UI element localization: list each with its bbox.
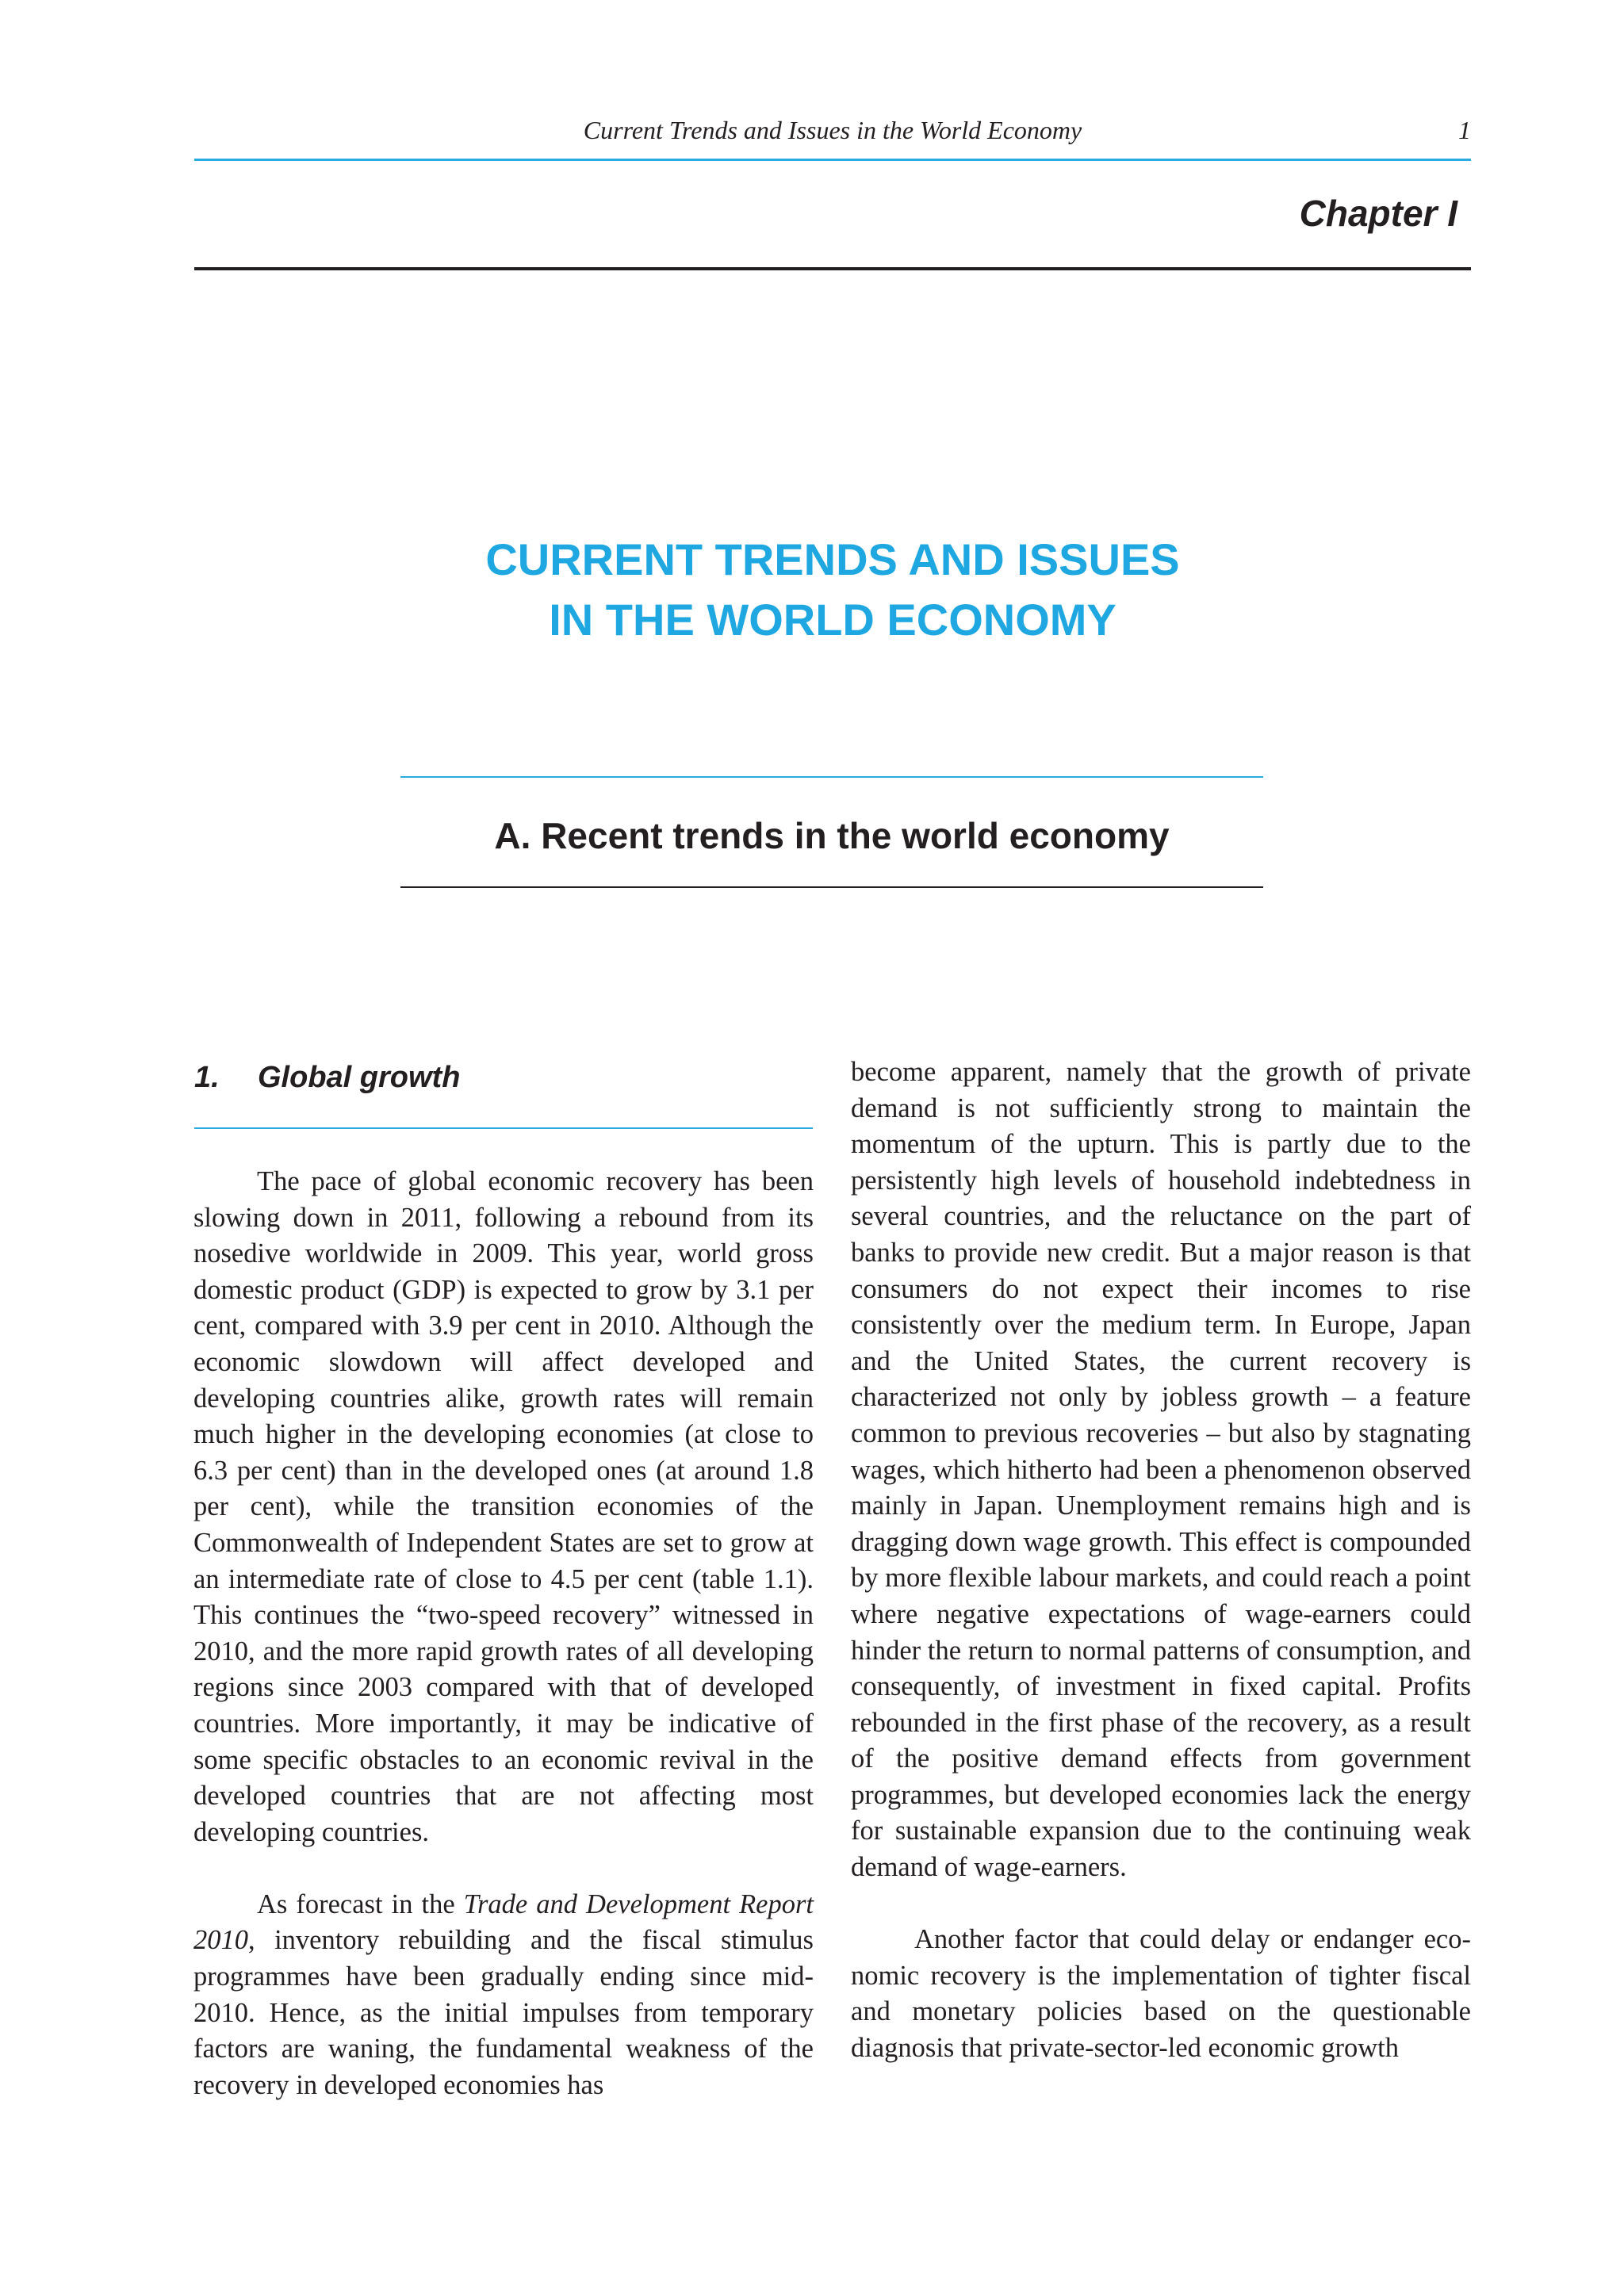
chapter-label: Chapter I — [1299, 193, 1457, 234]
running-head-title: Current Trends and Issues in the World Economy — [583, 116, 1082, 144]
subsection-rule — [194, 1127, 813, 1129]
left-paragraph-1: The pace of global economic recovery has been slowing down in 2011, following a rebound from its nosedive worldwide in 2009. This year, world gross domestic product (GDP) is expected to grow by 3.1 per cent, compared with 3.9 per cent in 2010. Although the economic slowdown will affect developed and developing countries alike, growth rates will remain much higher in the developing economies (at close to 6.3 per cent) than in the developed ones (at around 1.8 per cent), while the transition economies of the Commonwealth of Independent States are set to grow at an intermediate rate of close to 4.5 per cent (table 1.1). This continues the “two-speed recovery” witnessed in 2010, and the more rapid growth rates of all developing regions since 2003 compared with that of developed countries. More importantly, it may be indicative of some specific obstacles to an economic revival in the developed countries that are not affecting most developing countries. — [193, 1166, 814, 1847]
section-heading: A. Recent trends in the world economy — [494, 815, 1170, 856]
main-title-line-1: CURRENT TRENDS AND ISSUES — [485, 534, 1180, 584]
left-paragraph-2-start: As forecast in the — [257, 1888, 464, 1919]
header-rule — [194, 159, 1471, 161]
subsection-number: 1. — [194, 1061, 220, 1094]
running-head — [194, 116, 1471, 147]
subsection-heading — [194, 1061, 460, 1095]
left-column — [193, 1164, 814, 2103]
chapter-rule — [194, 267, 1471, 270]
main-title — [194, 530, 1471, 650]
right-paragraph-2: Another factor that could delay or endanger economic recovery is the implementation of tighter fiscal and monetary policies based on the questionable diagnosis that private-sector-led economic growth — [851, 1924, 1471, 2064]
report-title-italic: Trade and Development Report 2010 — [193, 1888, 814, 1956]
left-paragraph-2 — [193, 1887, 814, 2104]
right-paragraph-1: become apparent, namely that the growth of private demand is not sufficiently strong to maintain the momentum of the upturn. This is partly due to the persistently high levels of household indebtedness in several countries, and the reluctance on the part of banks to provide new credit. But a major reason is that consumers do not expect their incomes to rise consistently over the medium term. In Europe, Japan and the United States, the current recovery is characterized not only by jobless growth – a feature common to previous recoveries – but also by stagnating wages, which hitherto had been a phenomenon observed mainly in Japan. Unemployment remains high and is dragging down wage growth. This effect is compounded by more flexible labour markets, and could reach a point where negative expectations of wage-earners could hinder the return to normal patterns of consumption, and consequently, of investment in fixed capital. Profits rebounded in the first phase of the recovery, as a result of the positive demand effects from government programmes, but developed economies lack the energy for sustainable expansion due to the continuing weak demand of wage-earners. — [851, 1057, 1471, 1883]
section-rule-top — [400, 776, 1263, 778]
main-title-line-2: IN THE WORLD ECONOMY — [549, 595, 1116, 645]
left-paragraph-2-end: , inventory rebuilding and the fiscal stimulus programmes have been gradually ending since mid-2010. Hence, as the initial impulses from temporary factors are waning, the fundamental weakness of the recovery in developed economies has — [193, 1925, 814, 2100]
section-rule-bottom — [400, 886, 1263, 888]
right-column — [851, 1054, 1471, 2067]
page-number: 1 — [1458, 116, 1471, 144]
subsection-title: Global growth — [258, 1061, 461, 1094]
